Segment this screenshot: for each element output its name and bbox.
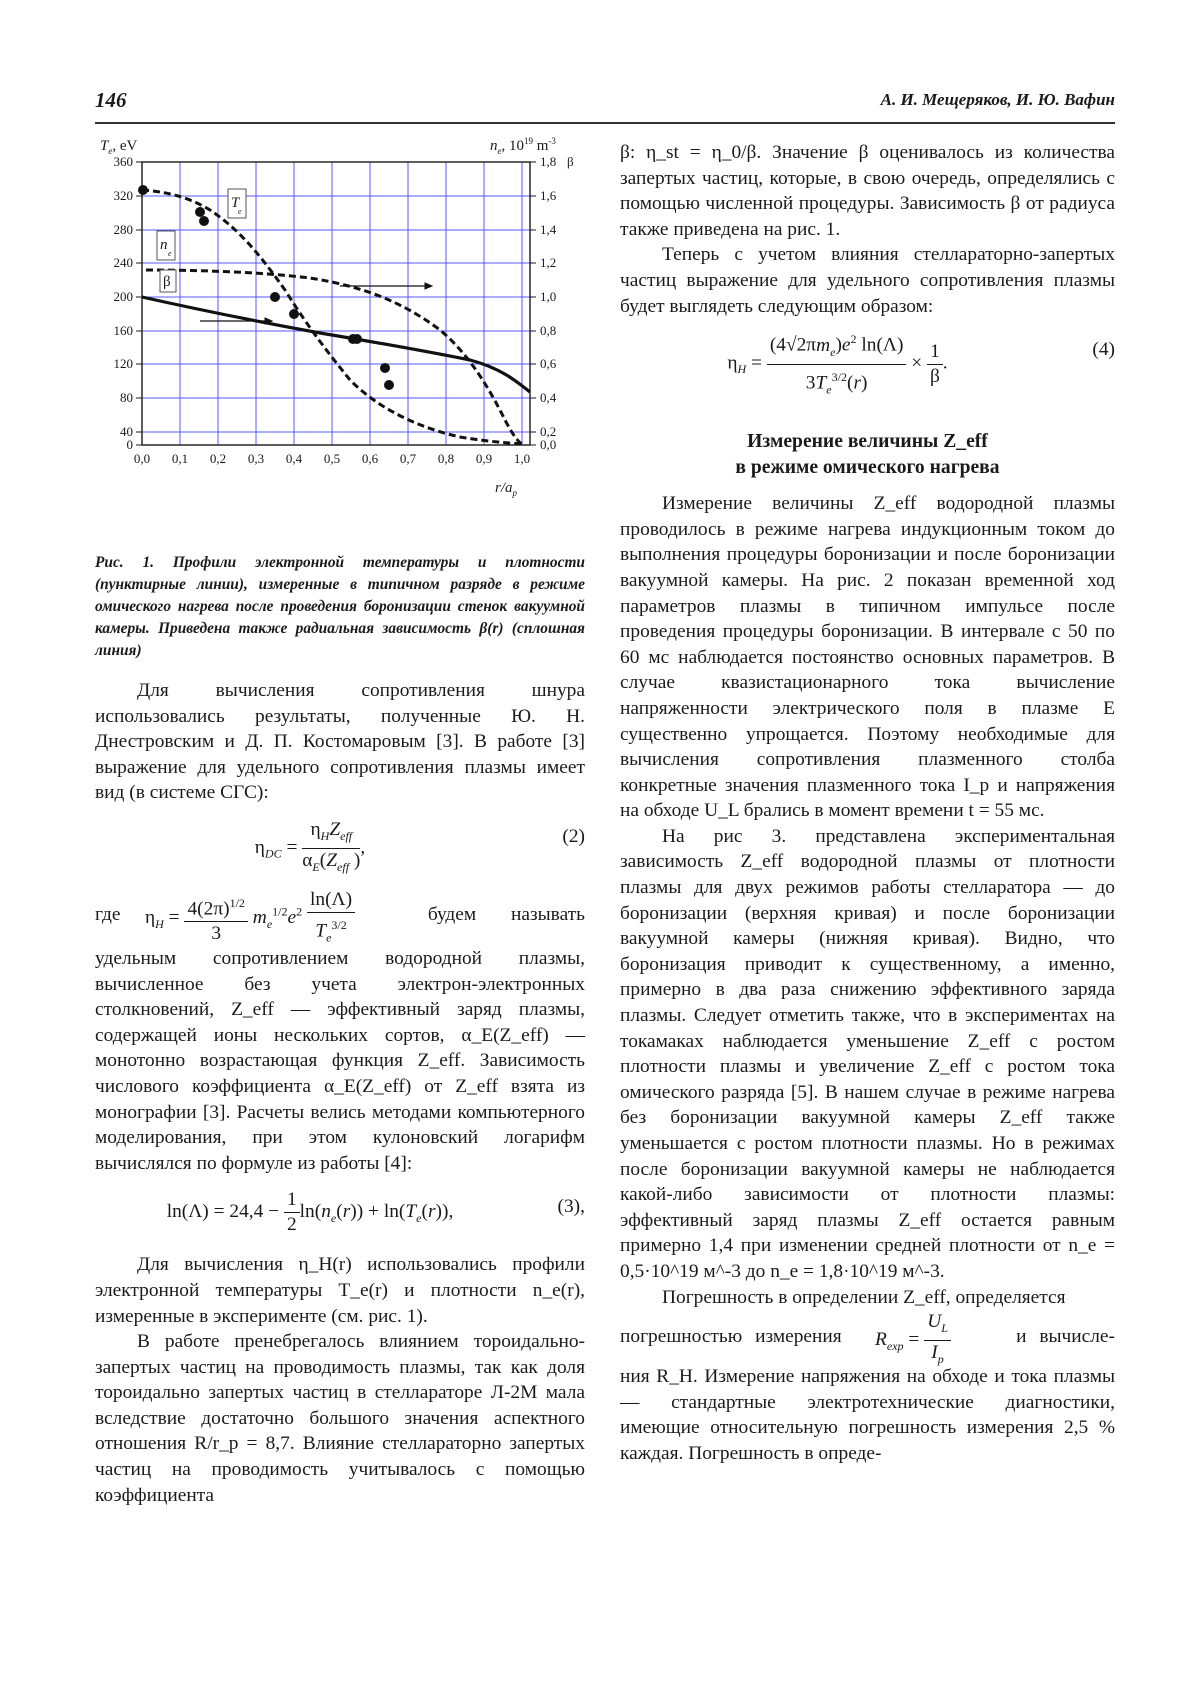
page-number: 146: [95, 88, 127, 112]
svg-text:0,5: 0,5: [323, 451, 341, 466]
equation-4: $\eta_H$ = $\frac{(4√2\pi m_e)e^2 \ln(\Lambda)}{3T_e^{3/2}(r)}$ × $\frac{1}{\beta}$ . (4): [620, 319, 1115, 393]
svg-text:1,4: 1,4: [540, 222, 557, 237]
svg-text:0,9: 0,9: [475, 451, 493, 466]
text-fragment: погрешностью измерения: [620, 1326, 842, 1348]
figure-caption: Рис. 1. Профили электронной температуры и плотности (пунктирные линии), измеренные в типичном разряде в режиме омического нагрева после проведения боронизации стенок вакуумной камеры. Приведена также радиальная зависимость β(r) (сплошная линия): [95, 554, 585, 659]
section-heading-line2: в режиме омического нагрева: [735, 457, 1000, 479]
svg-text:40: 40: [120, 424, 133, 439]
equation-2: $\eta_{DC}$ = $\frac{\eta_HZ_{eff}}{\alpha_E(Z_{eff} )}$ , (2): [254, 818, 585, 874]
svg-text:0,8: 0,8: [437, 451, 455, 466]
svg-text:e: e: [168, 249, 172, 258]
text-fragment: и вычисле-: [1016, 1326, 1115, 1348]
svg-text:160: 160: [113, 323, 133, 338]
equation-number: (4): [1092, 339, 1115, 361]
svg-text:1,8: 1,8: [540, 154, 557, 169]
svg-text:0,4: 0,4: [285, 451, 303, 466]
equation-number: (2): [562, 825, 585, 847]
running-head-authors: А. И. Мещеряков, И. Ю. Вафин: [880, 90, 1115, 109]
paragraph: Погрешность в определении Z_eff, определяется: [662, 1286, 1066, 1308]
svg-text:1,2: 1,2: [540, 255, 557, 270]
paragraph: На рис 3. представлена экспериментальная зависимость Z_eff водородной плазмы от плотности плазмы для двух режимов работы стелларатора — до боронизации (верхняя кривая) и после боронизации вакуумной камеры (нижняя кривая). Видно, что боронизация приводит к существенному, а именно, примерно в два раза снижению эффективного заряда плазмы. Следует отметить также, что в экспериментах на токамаках наблюдается уменьшение Z_eff с ростом плотности плазмы и увеличение Z_eff с ростом тока омического разряда [5]. В нашем случае в режиме нагрева без боронизации вакуумной камеры Z_eff также уменьшается с ростом плотности плазмы. Но в режимах после боронизации вакуумной камеры не наблюдается какой-либо зависимости от плотности плазмы: эффективный заряд плазмы Z_eff остается равным примерно 1,4 при изменении средней плотности от n_e = 0,5·10^19 м^-3 до n_e = 1,8·10^19 м^-3.: [620, 825, 1115, 1282]
y-axis-left-title: $T_e$, eV: [100, 138, 138, 156]
svg-text:360: 360: [113, 154, 133, 169]
y-axis-left-labels: [114, 154, 134, 452]
equation-number: (3),: [557, 1196, 585, 1218]
svg-text:e: e: [238, 207, 242, 216]
svg-text:0,1: 0,1: [171, 451, 189, 466]
svg-text:n: n: [160, 237, 168, 253]
inline-equation-rexp: погрешностью измерения $R_{exp}$ = $\frac{U_L}{I_p}$ и вычисле-: [620, 1311, 1115, 1366]
svg-text:1,0: 1,0: [540, 289, 557, 304]
svg-text:1,0: 1,0: [513, 451, 531, 466]
svg-text:200: 200: [113, 289, 133, 304]
paragraph: Теперь с учетом влияния стеллараторно-запертых частиц выражение для удельного сопротивления плазмы будет выглядеть следующим образом:: [620, 244, 1115, 317]
where-tail: будем называть: [427, 903, 585, 925]
equation-3: ln(Λ) = 24,4 − $\frac{1}{2}$ $\ln(n_e(r)) + \ln(T_e(r))$, (3),: [166, 1189, 585, 1236]
svg-text:0,8: 0,8: [540, 323, 557, 338]
equation-eta-h: где $\eta_H$ = $\frac{4(2\pi)^{1/2}}{3}$ $m_e^{1/2}e^2$ $\frac{\ln(\Lambda)}{T_e^{3/2}}$ будем называть: [95, 888, 585, 945]
svg-text:0,0: 0,0: [540, 437, 557, 452]
svg-text:0,6: 0,6: [361, 451, 379, 466]
svg-text:0,6: 0,6: [540, 356, 557, 371]
right-column: [620, 140, 1115, 1467]
beta-curve: [142, 297, 530, 392]
ne-curve: [146, 270, 522, 444]
x-axis-labels: [134, 451, 530, 466]
svg-text:240: 240: [113, 255, 133, 270]
svg-text:β: β: [567, 154, 574, 169]
paragraph: В работе пренебрегалось влиянием тороидально-запертых частиц на проводимость плазмы, так как доля тороидально запертых частиц в стеллараторе Л-2М мала вследствие достаточно большого значения аспектного отношения R/r_p = 8,7. Влияние стеллараторно запертых частиц на проводимость учитывалось с помощью коэффициента: [95, 1331, 585, 1506]
section-heading-line1: Измерение величины Z_eff: [747, 431, 988, 453]
paragraph: удельным сопротивлением водородной плазмы, вычисленное без учета электрон-электронных столкновений, Z_eff — эффективный заряд плазмы, содержащей ионы нескольких сортов, α_E(Z_eff) — монотонно возрастающая функция Z_eff. Зависимость числового коэффициента α_E(Z_eff) от Z_eff взята из монографии [3]. Расчеты велись методами компьютерного моделирования, при этом кулоновский логарифм вычислялся по формуле из работы [4]:: [95, 947, 585, 1174]
svg-text:80: 80: [120, 390, 133, 405]
svg-text:120: 120: [113, 356, 133, 371]
paragraph: Измерение величины Z_eff водородной плазмы проводилось в режиме нагрева индукционным током до выполнения процедуры боронизации и после боронизации вакуумной камеры. На рис. 2 показан временной ход параметров плазмы в типичном импульсе после проведения процедуры боронизации. В интервале с 50 по 60 мс наблюдается постоянство основных параметров. В случае квазистационарного тока вычисление напряженности электрического поля в плазме E существенно упрощается. Поэтому необходимые для вычисления сопротивления плазменного столба конкретные значения плазменного тока I_p и напряжения на обходе U_L брались в момент времени t = 55 мс.: [620, 493, 1115, 822]
header-rule: [95, 122, 1115, 124]
x-axis-title: $r/a_p$: [495, 480, 518, 498]
svg-text:0,2: 0,2: [540, 424, 557, 439]
svg-text:β: β: [163, 274, 171, 290]
svg-text:280: 280: [113, 222, 133, 237]
where-label: где: [95, 903, 121, 925]
svg-text:0,7: 0,7: [399, 451, 417, 466]
paragraph: Для вычисления сопротивления шнура использовались результаты, полученные Ю. Н. Днестровским и Д. П. Костомаровым [3]. В работе [3] выражение для удельного сопротивления плазмы имеет вид (в системе СГС):: [95, 680, 585, 804]
svg-text:0,0: 0,0: [133, 451, 151, 466]
figure-1-chart: [88, 128, 588, 548]
svg-text:0,4: 0,4: [540, 390, 557, 405]
svg-text:0: 0: [126, 437, 133, 452]
paragraph: Для вычисления η_H(r) использовались профили электронной температуры T_e(r) и плотности n_e(r), измеренные в эксперименте (см. рис. 1).: [95, 1254, 585, 1327]
left-column: [95, 678, 585, 1508]
svg-text:320: 320: [113, 188, 133, 203]
svg-text:0,2: 0,2: [209, 451, 227, 466]
y-axis-right-title: $n_e$, $10^{19}$ $m^{-3}$: [490, 136, 556, 156]
svg-text:0,3: 0,3: [247, 451, 265, 466]
page-header: [95, 86, 1115, 116]
paragraph: ния R_H. Измерение напряжения на обходе и тока плазмы — стандартные электротехнические диагностики, имеющие относительную погрешность измерения 2,5 % каждая. Погрешность в опреде-: [620, 1366, 1115, 1464]
y-axis-right-labels: [540, 154, 574, 452]
svg-text:1,6: 1,6: [540, 188, 557, 203]
paragraph: β: η_st = η_0/β. Значение β оценивалось из количества запертых частиц, которые, в свою очередь, определялись с помощью численной процедуры. Зависимость β от радиуса также приведена на рис. 1.: [620, 142, 1115, 240]
svg-text:T: T: [231, 195, 240, 211]
